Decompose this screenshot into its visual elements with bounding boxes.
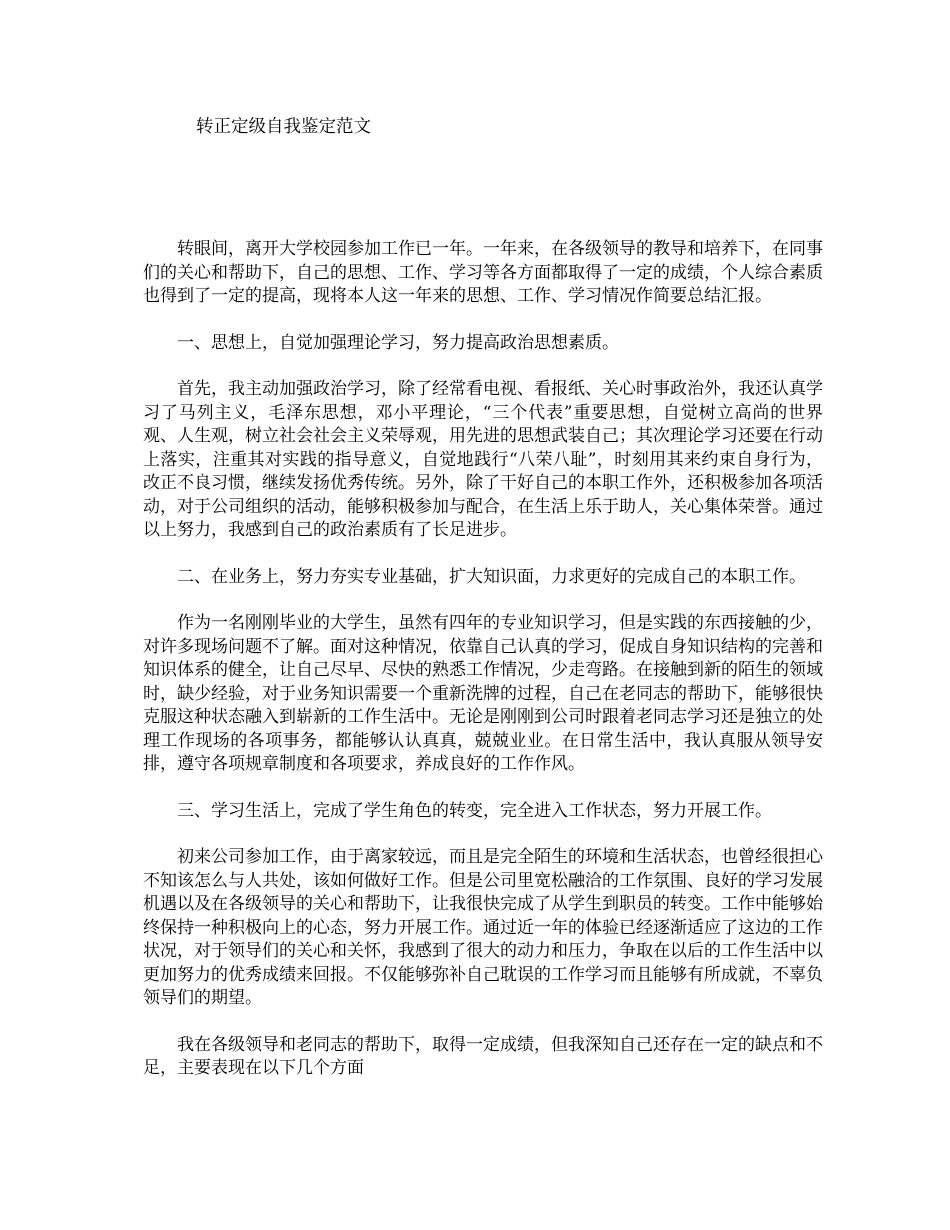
paragraph-life: 初来公司参加工作，由于离家较远，而且是完全陌生的环境和生活状态，也曾经很担心不知该怎么与人共处，该如何做好工作。但是公司里宽松融洽的工作氛围、良好的学习发展机遇以及在各级领导的关心和帮助下，让我很快完成了从学生到职员的转变。工作中能够始终保持一种积极向上的心态，努力开展工作。通过近一年的体验已经逐渐适应了这边的工作状况，对于领导们的关心和关怀，我感到了很大的动力和压力，争取在以后的工作生活中以更加努力的优秀成绩来回报。不仅能够弥补自己耽误的工作学习而且能够有所成就，不辜负领导们的期望。 xyxy=(143,847,823,1008)
document-title: 转正定级自我鉴定范文 xyxy=(196,117,371,137)
section-heading-life: 三、学习生活上，完成了学生角色的转变，完全进入工作状态，努力开展工作。 xyxy=(177,800,772,821)
section-heading-business: 二、在业务上，努力夯实专业基础，扩大知识面，力求更好的完成自己的本职工作。 xyxy=(177,566,806,587)
paragraph-ideology: 首先，我主动加强政治学习，除了经常看电视、看报纸、关心时事政治外，我还认真学习了马列主义，毛泽东思想，邓小平理论，“三个代表”重要思想，自觉树立高尚的世界观、人生观，树立社会社会主义荣辱观，用先进的思想武装自己；其次理论学习还要在行动上落实，注重其对实践的指导意义，自觉地践行“八荣八耻”，时刻用其来约束自身行为，改正不良习惯，继续发扬优秀传统。另外，除了干好自己的本职工作外，还积极参加各项活动，对于公司组织的活动，能够积极参加与配合，在生活上乐于助人，关心集体荣誉。通过以上努力，我感到自己的政治素质有了长足进步。 xyxy=(143,379,823,540)
document-body xyxy=(143,238,823,1081)
intro-paragraph: 转眼间，离开大学校园参加工作已一年。一年来，在各级领导的教导和培养下，在同事们的关心和帮助下，自己的思想、工作、学习等各方面都取得了一定的成绩，个人综合素质也得到了一定的提高，现将本人这一年来的思想、工作、学习情况作简要总结汇报。 xyxy=(143,239,823,306)
section-heading-ideology: 一、思想上，自觉加强理论学习，努力提高政治思想素质。 xyxy=(177,332,619,353)
paragraph-business: 作为一名刚刚毕业的大学生，虽然有四年的专业知识学习，但是实践的东西接触的少，对许多现场问题不了解。面对这种情况，依靠自己认真的学习，促成自身知识结构的完善和知识体系的健全，让自己尽早、尽快的熟悉工作情况，少走弯路。在接触到新的陌生的领域时，缺少经验，对于业务知识需要一个重新洗牌的过程，自己在老同志的帮助下，能够很快克服这种状态融入到崭新的工作生活中。无论是刚刚到公司时跟着老同志学习还是独立的处理工作现场的各项事务，都能够认认真真，兢兢业业。在日常生活中，我认真服从领导安排，遵守各项规章制度和各项要求，养成良好的工作作风。 xyxy=(143,613,823,774)
paragraph-shortcomings: 我在各级领导和老同志的帮助下，取得一定成绩，但我深知自己还存在一定的缺点和不足，主要表现在以下几个方面 xyxy=(143,1034,823,1078)
